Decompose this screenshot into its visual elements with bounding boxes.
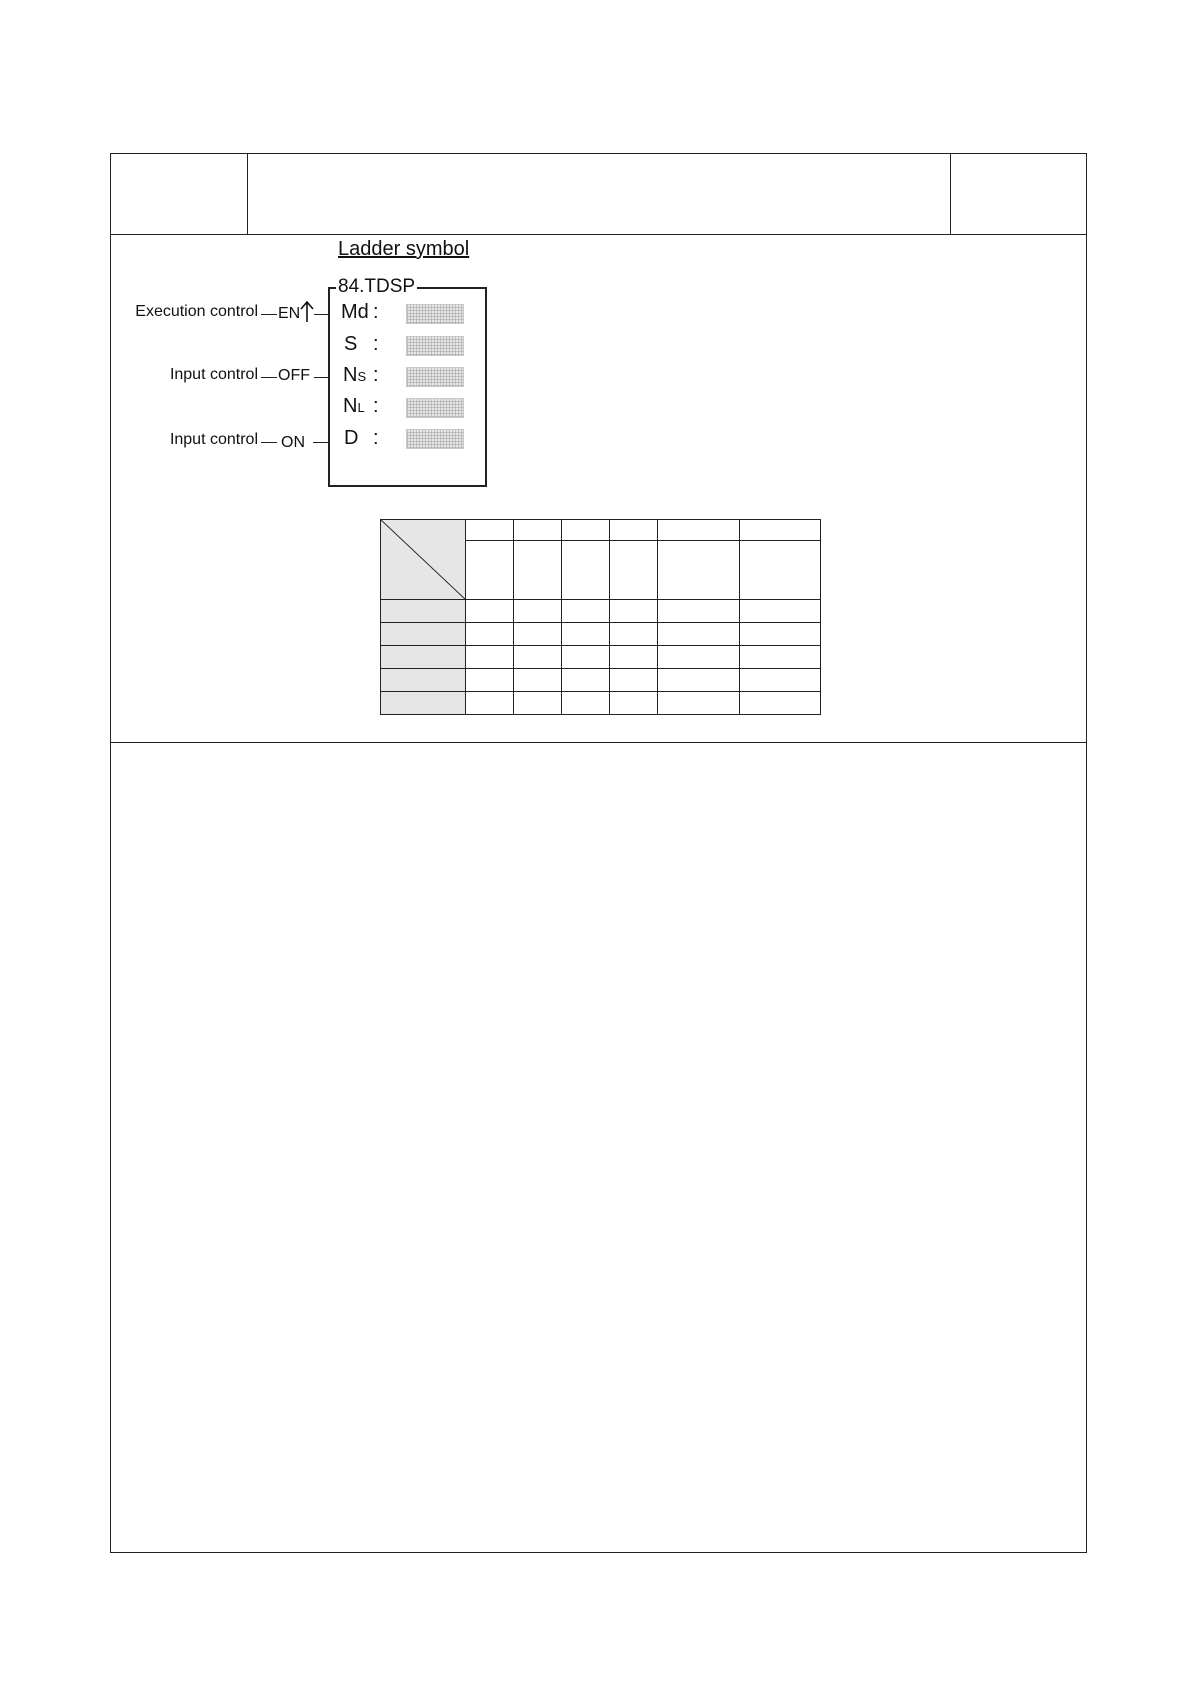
function-name: 84.TDSP — [338, 276, 416, 297]
table-cell — [740, 623, 821, 646]
execution-control-wire — [261, 314, 277, 315]
rising-edge-icon — [300, 300, 314, 324]
section-divider — [110, 742, 1087, 743]
table-cell — [466, 623, 514, 646]
operand-d-label: D — [344, 427, 359, 449]
table-cell — [466, 600, 514, 623]
table-cell — [658, 692, 740, 715]
table-cell — [658, 541, 740, 600]
operand-s-slot — [406, 336, 464, 356]
operand-md — [341, 301, 369, 324]
operand-ns-label: N — [343, 364, 358, 386]
table-cell — [740, 600, 821, 623]
table-header-cell — [466, 520, 514, 541]
table-cell — [466, 692, 514, 715]
operand-nl-label: N — [343, 395, 358, 417]
input-control-off-wire — [261, 377, 277, 378]
table-row-header — [381, 692, 466, 715]
table-row — [381, 600, 821, 623]
table-header-cell — [562, 520, 610, 541]
table-cell — [514, 646, 562, 669]
table-cell — [658, 600, 740, 623]
table-cell — [514, 541, 562, 600]
corner-diagonal — [381, 520, 465, 599]
table-cell — [562, 541, 610, 600]
operand-nl-subscript: L — [357, 400, 365, 415]
on-pin-label: ON — [281, 434, 305, 451]
table-cell — [562, 646, 610, 669]
off-wire — [314, 377, 328, 378]
operand-ns-colon: : — [373, 364, 379, 386]
operand-md-label: Md — [341, 301, 369, 323]
ladder-symbol-heading: Ladder symbol — [338, 238, 470, 260]
table-cell — [610, 669, 658, 692]
table-corner-cell — [381, 520, 466, 600]
execution-control-label: Execution control — [135, 303, 258, 320]
table-cell — [514, 692, 562, 715]
page-frame — [110, 153, 1087, 1553]
table-cell — [740, 541, 821, 600]
operand-ns-slot — [406, 367, 464, 387]
table-cell — [514, 669, 562, 692]
on-wire — [313, 442, 328, 443]
operand-nl-colon: : — [373, 395, 379, 417]
table-cell — [658, 623, 740, 646]
table-header-cell — [658, 520, 740, 541]
operand-ns — [343, 364, 366, 387]
table-header-row — [381, 520, 821, 541]
operand-table — [380, 519, 821, 715]
operand-md-colon: : — [373, 301, 379, 323]
en-wire — [314, 314, 328, 315]
input-control-off-label: Input control — [169, 366, 258, 383]
operand-s-colon: : — [373, 333, 379, 355]
table-cell — [514, 623, 562, 646]
table-cell — [740, 669, 821, 692]
operand-md-slot — [406, 304, 464, 324]
table-row-header — [381, 646, 466, 669]
table-row-header — [381, 669, 466, 692]
table-row — [381, 669, 821, 692]
table-cell — [466, 646, 514, 669]
input-control-on-wire — [261, 442, 277, 443]
operand-nl-slot — [406, 398, 464, 418]
table-cell — [466, 541, 514, 600]
en-pin-label: EN — [278, 305, 301, 322]
header-divider-left — [247, 153, 248, 234]
table-row-header — [381, 623, 466, 646]
table-cell — [466, 669, 514, 692]
table-header-cell — [610, 520, 658, 541]
operand-s — [344, 333, 357, 356]
off-pin-label: OFF — [278, 367, 310, 384]
table-row — [381, 646, 821, 669]
header-bottom-rule — [110, 234, 1087, 235]
table-cell — [562, 692, 610, 715]
operand-s-label: S — [344, 333, 358, 355]
header-divider-right — [950, 153, 951, 234]
table-cell — [562, 669, 610, 692]
operand-nl — [343, 395, 365, 418]
table-row-header — [381, 600, 466, 623]
table-cell — [610, 692, 658, 715]
table-header-cell — [740, 520, 821, 541]
table-cell — [514, 600, 562, 623]
table-cell — [610, 541, 658, 600]
table-cell — [740, 646, 821, 669]
table-row — [381, 623, 821, 646]
operand-ns-subscript: S — [357, 369, 367, 384]
table-cell — [610, 600, 658, 623]
table-header-cell — [514, 520, 562, 541]
operand-d — [344, 427, 358, 450]
table-row — [381, 692, 821, 715]
table-cell — [658, 646, 740, 669]
table-cell — [562, 600, 610, 623]
input-control-on-label: Input control — [169, 431, 258, 448]
table-cell — [658, 669, 740, 692]
operand-d-colon: : — [373, 427, 379, 449]
table-cell — [740, 692, 821, 715]
table-cell — [610, 623, 658, 646]
table-cell — [562, 623, 610, 646]
operand-d-slot — [406, 429, 464, 449]
table-cell — [610, 646, 658, 669]
